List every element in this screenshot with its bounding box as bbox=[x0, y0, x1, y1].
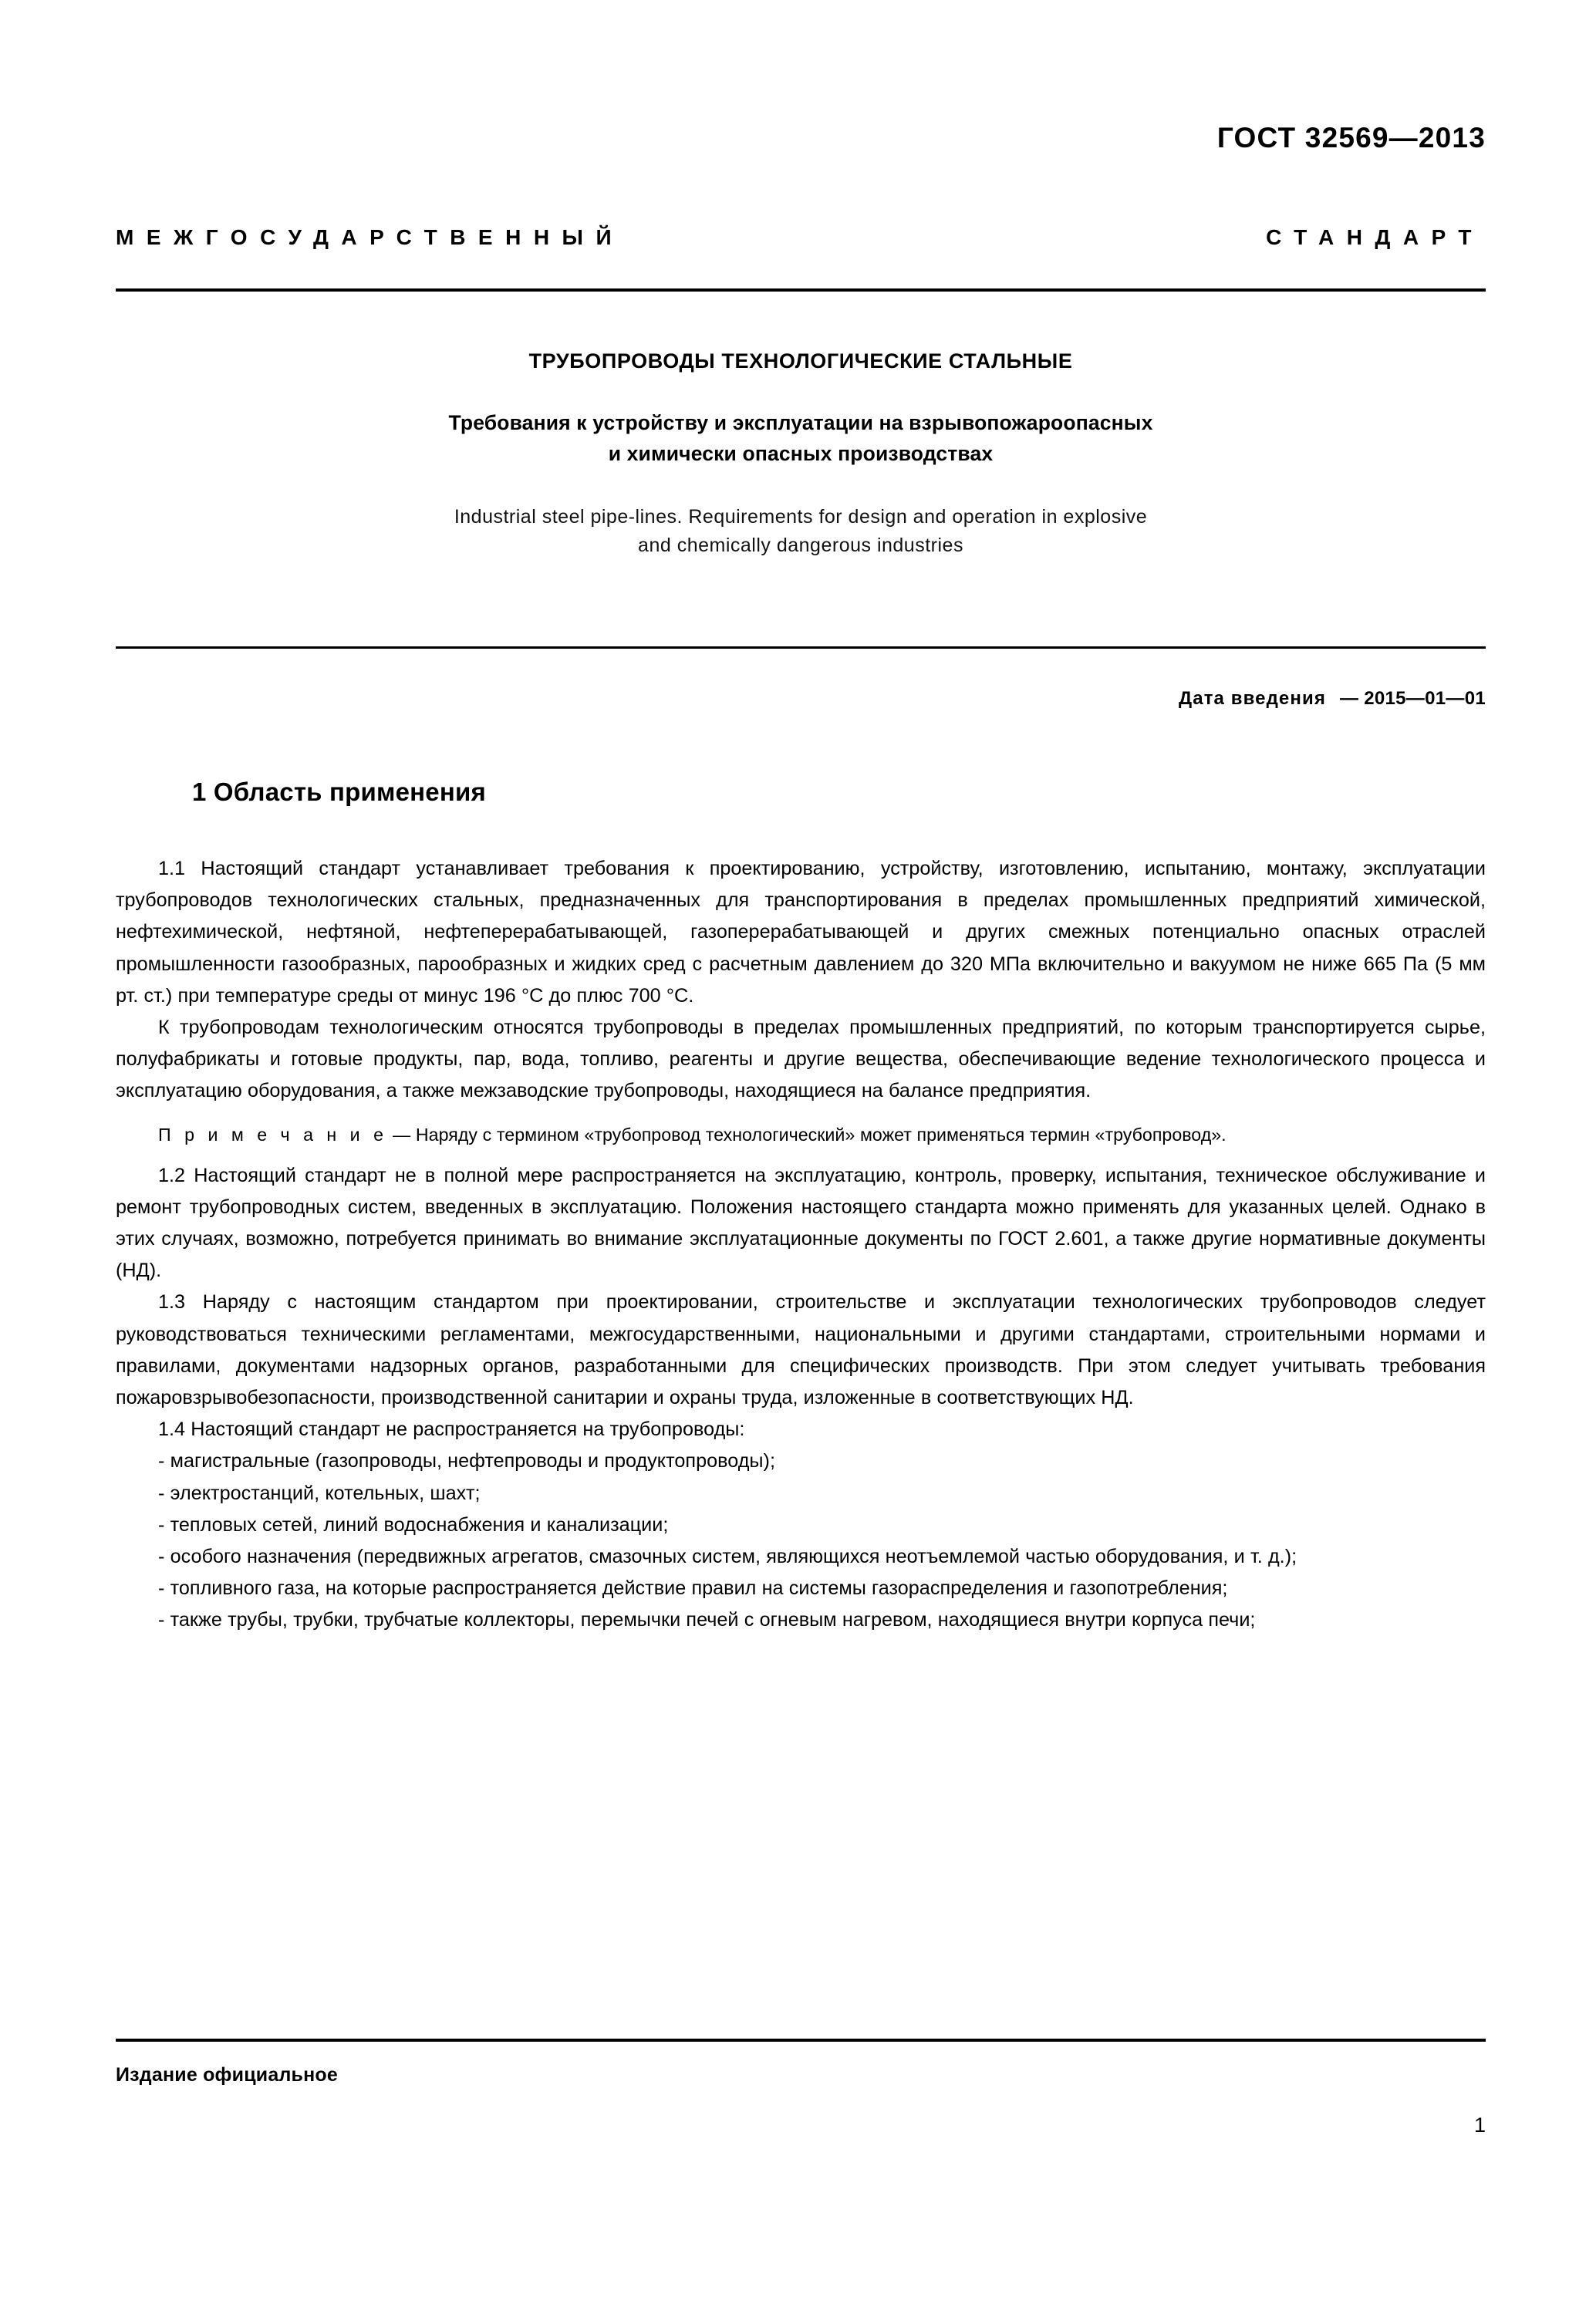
document-body bbox=[116, 853, 1486, 1637]
document-title-main: ТРУБОПРОВОДЫ ТЕХНОЛОГИЧЕСКИЕ СТАЛЬНЫЕ bbox=[528, 349, 1073, 373]
title-block bbox=[116, 349, 1486, 561]
document-title-english bbox=[116, 503, 1486, 561]
introduction-date-dash: — bbox=[1339, 688, 1359, 709]
document-subtitle-line-1: Требования к устройству и эксплуатации на взрывопожароопасных bbox=[448, 411, 1153, 435]
clause-1-4: 1.4 Настоящий стандарт не распространяется на трубопроводы: bbox=[158, 1418, 745, 1441]
title-divider-rule bbox=[116, 646, 1486, 649]
note-label: П р и м е ч а н и е bbox=[158, 1124, 388, 1145]
clause-1-3: 1.3 Наряду с настоящим стандартом при проектировании, строительстве и эксплуатации технологических трубопроводов следует руководствоваться техническими регламентами, межгосударственными, национальными и другими стандартами, строительными нормами и правилами, документами надзорных органов, разработанными для специфических производств. При этом следует учитывать требования пожаровзрывобезопасности, производственной санитарии и охраны труда, изложенные в соответствующих НД. bbox=[116, 1291, 1486, 1409]
introduction-date-value: 2015—01—01 bbox=[1364, 688, 1486, 709]
header-divider-rule bbox=[116, 288, 1486, 292]
list-item: - магистральные (газопроводы, нефтепроводы и продуктопроводы); bbox=[158, 1450, 775, 1472]
official-edition-note: Издание официальное bbox=[116, 2064, 338, 2086]
document-subtitle bbox=[116, 408, 1486, 468]
document-title-english-line-1: Industrial steel pipe-lines. Requirements for design and operation in explosive bbox=[454, 505, 1148, 528]
document-title-english-line-2: and chemically dangerous industries bbox=[638, 535, 963, 557]
standard-type-word-interstate: МЕЖГОСУДАРСТВЕННЫЙ bbox=[116, 225, 625, 249]
list-item: - также трубы, трубки, трубчатые коллекторы, перемычки печей с огневым нагревом, находящиеся внутри корпуса печи; bbox=[158, 1609, 1256, 1631]
list-item: - электростанций, котельных, шахт; bbox=[158, 1482, 481, 1504]
standard-type-word-standard: СТАНДАРТ bbox=[1266, 225, 1484, 249]
note-block bbox=[116, 1120, 1486, 1149]
list-item: - особого назначения (передвижных агрегатов, смазочных систем, являющихся неотъемлемой частью оборудования, и т. д.); bbox=[158, 1546, 1297, 1568]
introduction-date bbox=[1179, 688, 1486, 710]
note-paragraph bbox=[116, 1120, 1486, 1149]
footer-divider-rule bbox=[116, 2039, 1486, 2042]
clause-1-1-continuation: К трубопроводам технологическим относятся трубопроводы в пределах промышленных предприятий, по которым транспортируется сырье, полуфабрикаты и готовые продукты, пар, вода, топливо, реагенты и другие вещества, обеспечивающие ведение технологического процесса и эксплуатацию оборудования, а также межзаводские трубопроводы, находящиеся на балансе предприятия. bbox=[116, 1017, 1486, 1102]
document-subtitle-line-2: и химически опасных производствах bbox=[608, 441, 994, 465]
introduction-date-label: Дата введения bbox=[1179, 688, 1326, 709]
clause-1-2: 1.2 Настоящий стандарт не в полной мере распространяется на эксплуатацию, контроль, проверку, испытания, техническое обслуживание и ремонт трубопроводных систем, введенных в эксплуатацию. Положения настоящего стандарта можно применять для указанных целей. Однако в этих случаях, возможно, потребуется принимать во внимание эксплуатационные документы по ГОСТ 2.601, а также другие нормативные документы (НД). bbox=[116, 1164, 1486, 1282]
standard-type-line bbox=[116, 225, 1486, 250]
section-heading-scope: 1 Область применения bbox=[192, 778, 486, 806]
list-item: - топливного газа, на которые распространяется действие правил на системы газораспределения и газопотребления; bbox=[158, 1577, 1228, 1600]
list-item: - тепловых сетей, линий водоснабжения и канализации; bbox=[158, 1513, 669, 1536]
note-text: — Наряду с термином «трубопровод технологический» может применяться термин «трубопровод». bbox=[387, 1124, 1227, 1145]
document-number: ГОСТ 32569—2013 bbox=[1216, 122, 1486, 153]
page-number: 1 bbox=[1473, 2113, 1486, 2137]
clause-1-1: 1.1 Настоящий стандарт устанавливает требования к проектированию, устройству, изготовлению, испытанию, монтажу, эксплуатации трубопроводов технологических стальных, предназначенных для транспортирования в пределах промышленных предприятий химической, нефтехимической, нефтяной, нефтеперерабатывающей, газоперерабатывающей и других смежных потенциально опасных отраслей промышленности газообразных, парообразных и жидких сред с расчетным давлением до 320 МПа включительно и вакуумом не ниже 665 Па (5 мм рт. ст.) при температуре среды от минус 196 °С до плюс 700 °С. bbox=[116, 858, 1486, 1007]
